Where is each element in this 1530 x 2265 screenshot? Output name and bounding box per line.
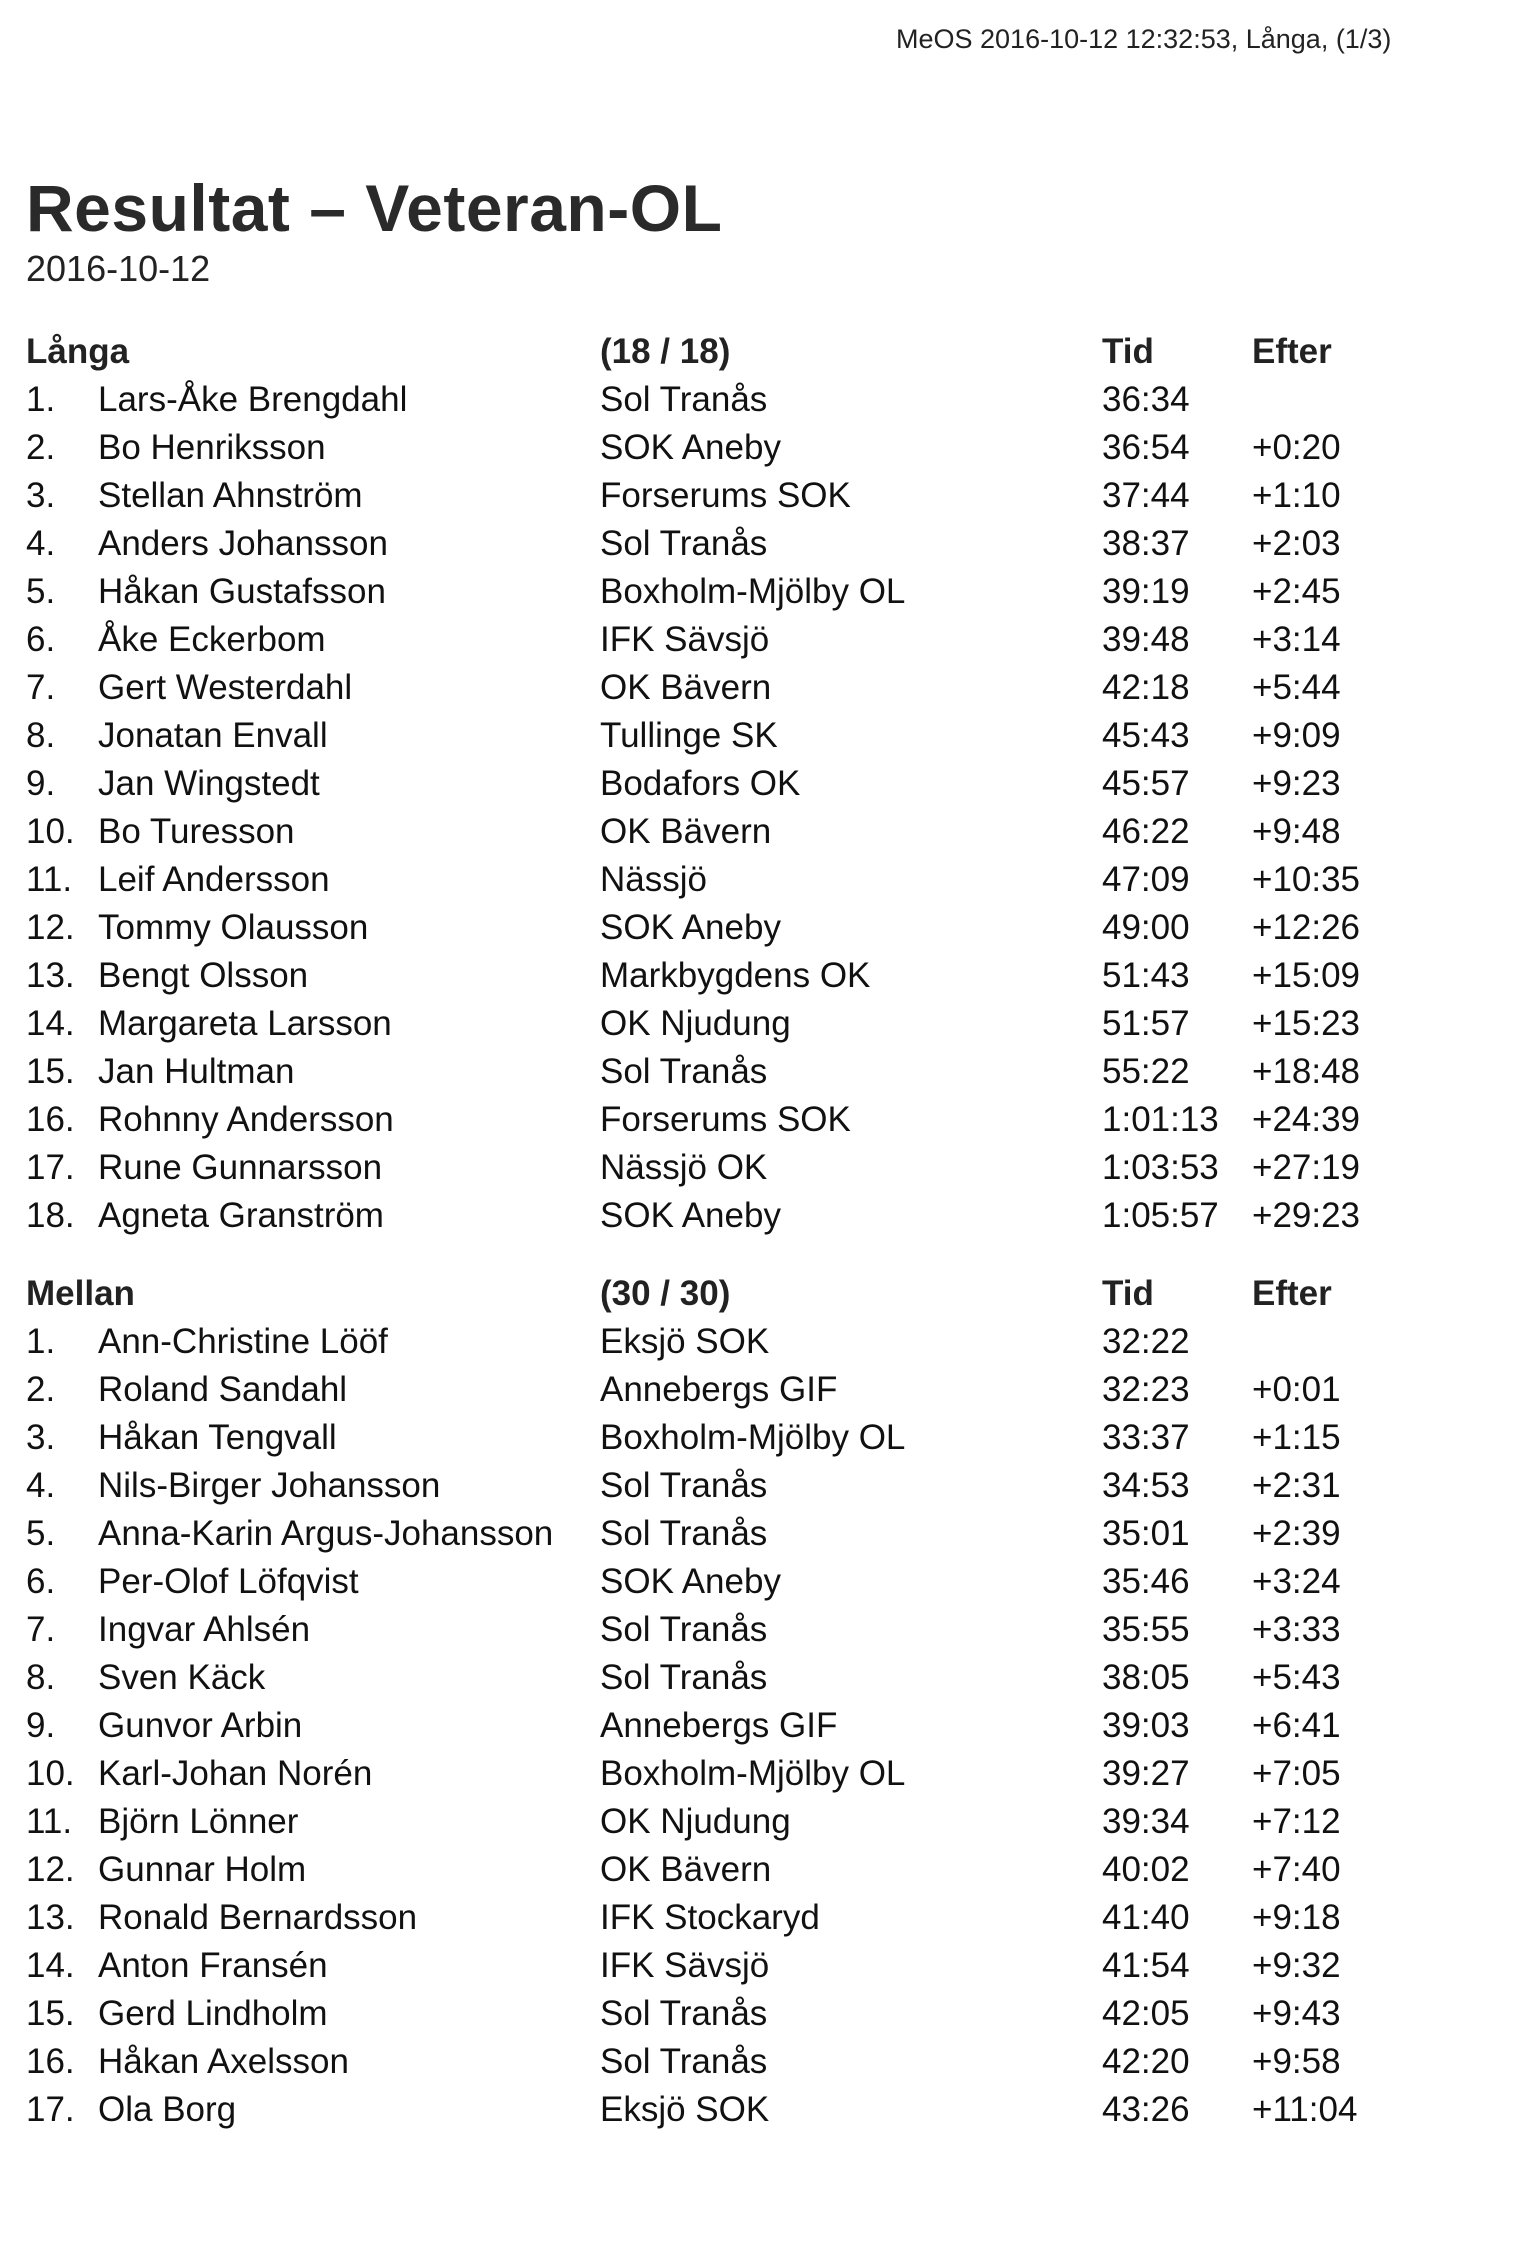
- name-cell: Bengt Olsson: [98, 956, 309, 995]
- result-row: [26, 1558, 1426, 1606]
- after-cell: +7:12: [1252, 1802, 1341, 1841]
- after-cell: +9:32: [1252, 1946, 1341, 1985]
- after-cell: +18:48: [1252, 1052, 1361, 1091]
- time-cell: 35:46: [1102, 1562, 1190, 1601]
- time-cell: 39:48: [1102, 620, 1190, 659]
- time-cell: 32:23: [1102, 1370, 1190, 1409]
- result-row: [26, 952, 1426, 1000]
- class-name: Mellan: [26, 1274, 135, 1313]
- rank-cell: 4.: [26, 524, 56, 563]
- club-cell: SOK Aneby: [600, 1562, 781, 1601]
- result-row: [26, 1750, 1426, 1798]
- result-row: [26, 904, 1426, 952]
- club-cell: Sol Tranås: [600, 1658, 768, 1697]
- rank-cell: 6.: [26, 1562, 56, 1601]
- rank-cell: 1.: [26, 1322, 56, 1361]
- club-cell: Nässjö: [600, 860, 707, 899]
- time-cell: 35:01: [1102, 1514, 1190, 1553]
- page-title: Resultat – Veteran-OL: [26, 171, 723, 245]
- after-cell: +5:44: [1252, 668, 1341, 707]
- club-cell: Sol Tranås: [600, 1052, 768, 1091]
- result-row: [26, 1942, 1426, 1990]
- rank-cell: 10.: [26, 812, 75, 851]
- rank-cell: 14.: [26, 1946, 75, 1985]
- name-cell: Anders Johansson: [98, 524, 388, 563]
- result-row: [26, 1894, 1426, 1942]
- name-cell: Rohnny Andersson: [98, 1100, 394, 1139]
- class-name: Långa: [26, 332, 130, 371]
- results-section: [26, 1270, 1426, 2134]
- club-cell: OK Njudung: [600, 1004, 791, 1043]
- name-cell: Tommy Olausson: [98, 908, 369, 947]
- time-cell: 1:05:57: [1102, 1196, 1219, 1235]
- after-cell: +15:09: [1252, 956, 1361, 995]
- after-cell: +2:45: [1252, 572, 1341, 611]
- after-column-header: Efter: [1252, 332, 1332, 371]
- time-cell: 47:09: [1102, 860, 1190, 899]
- result-row: [26, 1606, 1426, 1654]
- time-cell: 36:34: [1102, 380, 1190, 419]
- time-cell: 42:18: [1102, 668, 1190, 707]
- after-cell: +10:35: [1252, 860, 1361, 899]
- result-row: [26, 664, 1426, 712]
- result-row: [26, 856, 1426, 904]
- result-row: [26, 1000, 1426, 1048]
- after-cell: +9:43: [1252, 1994, 1341, 2033]
- rank-cell: 17.: [26, 2090, 75, 2129]
- rank-cell: 2.: [26, 1370, 56, 1409]
- result-row: [26, 1798, 1426, 1846]
- section-header-row: [26, 1270, 1426, 1318]
- after-cell: +9:18: [1252, 1898, 1341, 1937]
- rank-cell: 16.: [26, 1100, 75, 1139]
- rank-cell: 13.: [26, 1898, 75, 1937]
- name-cell: Gerd Lindholm: [98, 1994, 328, 2033]
- after-cell: +27:19: [1252, 1148, 1361, 1187]
- after-cell: +0:01: [1252, 1370, 1341, 1409]
- club-cell: Forserums SOK: [600, 1100, 851, 1139]
- rank-cell: 1.: [26, 380, 56, 419]
- time-column-header: Tid: [1102, 1274, 1154, 1313]
- rank-cell: 4.: [26, 1466, 56, 1505]
- after-cell: +1:10: [1252, 476, 1341, 515]
- rank-cell: 7.: [26, 1610, 56, 1649]
- result-row: [26, 1192, 1426, 1240]
- result-row: [26, 760, 1426, 808]
- club-cell: Annebergs GIF: [600, 1370, 838, 1409]
- result-row: [26, 1990, 1426, 2038]
- rank-cell: 3.: [26, 1418, 56, 1457]
- result-row: [26, 1144, 1426, 1192]
- club-cell: Sol Tranås: [600, 1514, 768, 1553]
- result-row: [26, 1510, 1426, 1558]
- result-row: [26, 1702, 1426, 1750]
- after-cell: +9:58: [1252, 2042, 1341, 2081]
- after-cell: +9:09: [1252, 716, 1341, 755]
- name-cell: Rune Gunnarsson: [98, 1148, 383, 1187]
- club-cell: IFK Sävsjö: [600, 1946, 770, 1985]
- club-cell: Bodafors OK: [600, 764, 801, 803]
- time-cell: 38:37: [1102, 524, 1190, 563]
- name-cell: Ola Borg: [98, 2090, 237, 2129]
- club-cell: SOK Aneby: [600, 908, 781, 947]
- name-cell: Gunnar Holm: [98, 1850, 307, 1889]
- name-cell: Anton Fransén: [98, 1946, 328, 1985]
- rank-cell: 5.: [26, 1514, 56, 1553]
- after-cell: +24:39: [1252, 1100, 1361, 1139]
- club-cell: Sol Tranås: [600, 524, 768, 563]
- rank-cell: 3.: [26, 476, 56, 515]
- club-cell: OK Bävern: [600, 1850, 772, 1889]
- time-cell: 33:37: [1102, 1418, 1190, 1457]
- club-cell: OK Bävern: [600, 812, 772, 851]
- rank-cell: 11.: [26, 860, 73, 899]
- rank-cell: 17.: [26, 1148, 75, 1187]
- name-cell: Gunvor Arbin: [98, 1706, 303, 1745]
- time-cell: 34:53: [1102, 1466, 1190, 1505]
- print-header-meta: MeOS 2016-10-12 12:32:53, Långa, (1/3): [896, 24, 1392, 54]
- name-cell: Sven Käck: [98, 1658, 266, 1697]
- rank-cell: 8.: [26, 1658, 56, 1697]
- after-cell: +11:04: [1252, 2090, 1358, 2129]
- time-cell: 41:54: [1102, 1946, 1190, 1985]
- result-row: [26, 616, 1426, 664]
- after-cell: +3:33: [1252, 1610, 1341, 1649]
- club-cell: Sol Tranås: [600, 1466, 768, 1505]
- after-cell: +9:48: [1252, 812, 1341, 851]
- club-cell: OK Njudung: [600, 1802, 791, 1841]
- club-cell: SOK Aneby: [600, 428, 781, 467]
- time-cell: 40:02: [1102, 1850, 1190, 1889]
- result-row: [26, 520, 1426, 568]
- rank-cell: 10.: [26, 1754, 75, 1793]
- section-header-row: [26, 328, 1426, 376]
- result-row: [26, 1318, 1426, 1366]
- participant-count: (18 / 18): [600, 332, 731, 371]
- club-cell: Forserums SOK: [600, 476, 851, 515]
- time-cell: 45:43: [1102, 716, 1190, 755]
- club-cell: Sol Tranås: [600, 1610, 768, 1649]
- time-cell: 45:57: [1102, 764, 1190, 803]
- club-cell: Nässjö OK: [600, 1148, 768, 1187]
- club-cell: Boxholm-Mjölby OL: [600, 1754, 906, 1793]
- time-column-header: Tid: [1102, 332, 1154, 371]
- time-cell: 39:27: [1102, 1754, 1190, 1793]
- rank-cell: 9.: [26, 1706, 56, 1745]
- name-cell: Björn Lönner: [98, 1802, 299, 1841]
- after-cell: +5:43: [1252, 1658, 1341, 1697]
- club-cell: Tullinge SK: [600, 716, 778, 755]
- name-cell: Jan Wingstedt: [98, 764, 320, 803]
- club-cell: IFK Stockaryd: [600, 1898, 820, 1937]
- name-cell: Bo Turesson: [98, 812, 295, 851]
- name-cell: Anna-Karin Argus-Johansson: [98, 1514, 554, 1553]
- results-section: [26, 328, 1426, 1240]
- rank-cell: 7.: [26, 668, 56, 707]
- result-row: [26, 808, 1426, 856]
- rank-cell: 8.: [26, 716, 56, 755]
- club-cell: Boxholm-Mjölby OL: [600, 1418, 906, 1457]
- rank-cell: 15.: [26, 1994, 75, 2033]
- time-cell: 1:01:13: [1102, 1100, 1219, 1139]
- time-cell: 36:54: [1102, 428, 1190, 467]
- time-cell: 51:57: [1102, 1004, 1190, 1043]
- result-row: [26, 1846, 1426, 1894]
- after-cell: +1:15: [1252, 1418, 1341, 1457]
- club-cell: Annebergs GIF: [600, 1706, 838, 1745]
- rank-cell: 14.: [26, 1004, 75, 1043]
- time-cell: 32:22: [1102, 1322, 1190, 1361]
- rank-cell: 13.: [26, 956, 75, 995]
- name-cell: Håkan Tengvall: [98, 1418, 337, 1457]
- time-cell: 1:03:53: [1102, 1148, 1219, 1187]
- name-cell: Karl-Johan Norén: [98, 1754, 373, 1793]
- after-cell: +29:23: [1252, 1196, 1361, 1235]
- rank-cell: 5.: [26, 572, 56, 611]
- after-cell: +3:14: [1252, 620, 1341, 659]
- club-cell: Eksjö SOK: [600, 2090, 770, 2129]
- participant-count: (30 / 30): [600, 1274, 731, 1313]
- name-cell: Lars-Åke Brengdahl: [98, 380, 408, 419]
- after-cell: +2:39: [1252, 1514, 1341, 1553]
- name-cell: Stellan Ahnström: [98, 476, 363, 515]
- rank-cell: 16.: [26, 2042, 75, 2081]
- time-cell: 46:22: [1102, 812, 1190, 851]
- name-cell: Leif Andersson: [98, 860, 330, 899]
- name-cell: Jan Hultman: [98, 1052, 295, 1091]
- name-cell: Roland Sandahl: [98, 1370, 348, 1409]
- after-cell: +2:03: [1252, 524, 1341, 563]
- rank-cell: 18.: [26, 1196, 75, 1235]
- after-column-header: Efter: [1252, 1274, 1332, 1313]
- name-cell: Håkan Axelsson: [98, 2042, 349, 2081]
- rank-cell: 11.: [26, 1802, 73, 1841]
- club-cell: Boxholm-Mjölby OL: [600, 572, 906, 611]
- result-row: [26, 1414, 1426, 1462]
- time-cell: 39:03: [1102, 1706, 1190, 1745]
- after-cell: +9:23: [1252, 764, 1341, 803]
- name-cell: Ann-Christine Lööf: [98, 1322, 388, 1361]
- after-cell: +7:05: [1252, 1754, 1341, 1793]
- rank-cell: 12.: [26, 1850, 75, 1889]
- club-cell: OK Bävern: [600, 668, 772, 707]
- after-cell: +7:40: [1252, 1850, 1341, 1889]
- name-cell: Åke Eckerbom: [98, 620, 326, 659]
- result-row: [26, 1462, 1426, 1510]
- result-row: [26, 472, 1426, 520]
- time-cell: 39:19: [1102, 572, 1190, 611]
- rank-cell: 9.: [26, 764, 56, 803]
- time-cell: 42:20: [1102, 2042, 1190, 2081]
- result-row: [26, 2086, 1426, 2134]
- rank-cell: 2.: [26, 428, 56, 467]
- result-row: [26, 2038, 1426, 2086]
- time-cell: 43:26: [1102, 2090, 1190, 2129]
- time-cell: 49:00: [1102, 908, 1190, 947]
- time-cell: 41:40: [1102, 1898, 1190, 1937]
- club-cell: Eksjö SOK: [600, 1322, 770, 1361]
- after-cell: +0:20: [1252, 428, 1341, 467]
- result-row: [26, 568, 1426, 616]
- club-cell: Sol Tranås: [600, 380, 768, 419]
- time-cell: 42:05: [1102, 1994, 1190, 2033]
- name-cell: Ingvar Ahlsén: [98, 1610, 311, 1649]
- time-cell: 37:44: [1102, 476, 1190, 515]
- time-cell: 35:55: [1102, 1610, 1190, 1649]
- rank-cell: 12.: [26, 908, 75, 947]
- rank-cell: 6.: [26, 620, 56, 659]
- after-cell: +2:31: [1252, 1466, 1341, 1505]
- name-cell: Ronald Bernardsson: [98, 1898, 418, 1937]
- name-cell: Agneta Granström: [98, 1196, 384, 1235]
- name-cell: Nils-Birger Johansson: [98, 1466, 441, 1505]
- after-cell: +12:26: [1252, 908, 1361, 947]
- name-cell: Bo Henriksson: [98, 428, 326, 467]
- time-cell: 51:43: [1102, 956, 1190, 995]
- club-cell: Markbygdens OK: [600, 956, 871, 995]
- event-date: 2016-10-12: [26, 248, 211, 289]
- time-cell: 38:05: [1102, 1658, 1190, 1697]
- name-cell: Gert Westerdahl: [98, 668, 353, 707]
- after-cell: +6:41: [1252, 1706, 1341, 1745]
- result-row: [26, 424, 1426, 472]
- name-cell: Håkan Gustafsson: [98, 572, 386, 611]
- name-cell: Per-Olof Löfqvist: [98, 1562, 359, 1601]
- name-cell: Margareta Larsson: [98, 1004, 392, 1043]
- name-cell: Jonatan Envall: [98, 716, 328, 755]
- result-row: [26, 712, 1426, 760]
- rank-cell: 15.: [26, 1052, 75, 1091]
- club-cell: SOK Aneby: [600, 1196, 781, 1235]
- after-cell: +15:23: [1252, 1004, 1361, 1043]
- result-row: [26, 376, 1426, 424]
- result-row: [26, 1096, 1426, 1144]
- result-row: [26, 1366, 1426, 1414]
- time-cell: 39:34: [1102, 1802, 1190, 1841]
- club-cell: IFK Sävsjö: [600, 620, 770, 659]
- after-cell: +3:24: [1252, 1562, 1341, 1601]
- club-cell: Sol Tranås: [600, 1994, 768, 2033]
- result-row: [26, 1654, 1426, 1702]
- time-cell: 55:22: [1102, 1052, 1190, 1091]
- result-row: [26, 1048, 1426, 1096]
- club-cell: Sol Tranås: [600, 2042, 768, 2081]
